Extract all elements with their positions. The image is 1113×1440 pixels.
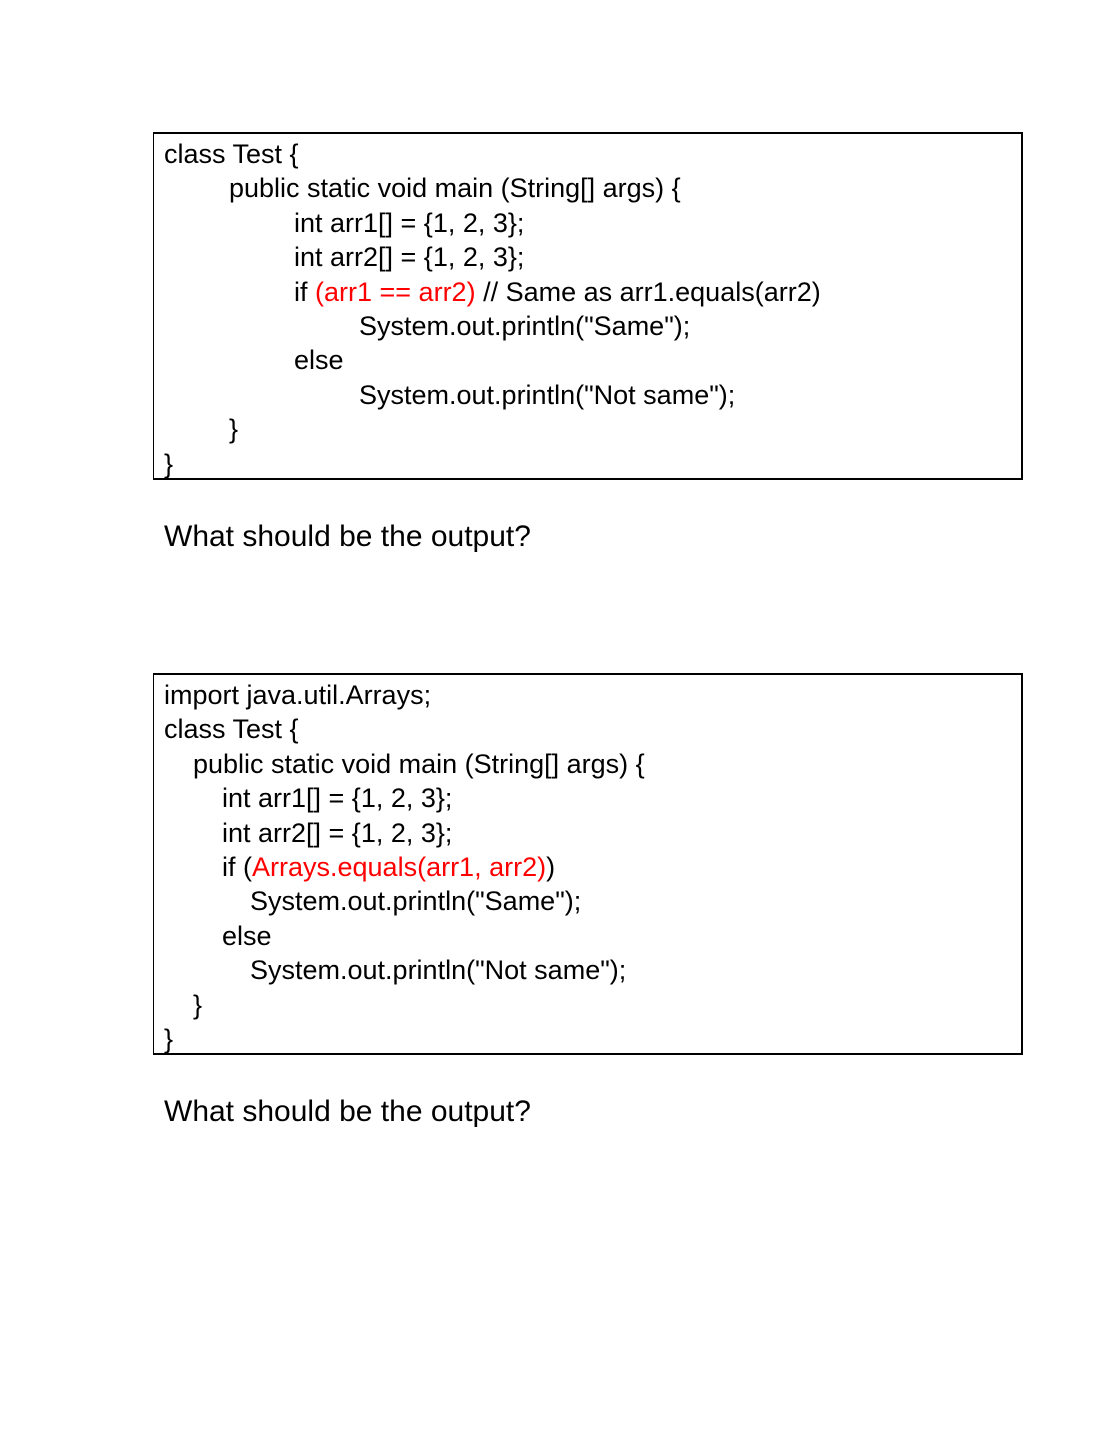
code-line: int arr1[] = {1, 2, 3}; (222, 783, 453, 814)
code-line: public static void main (String[] args) { (229, 173, 681, 204)
question-text: What should be the output? (164, 520, 531, 553)
code-line: System.out.println("Not same"); (250, 955, 627, 986)
code-text: ) (546, 851, 556, 882)
code-line: public static void main (String[] args) { (193, 748, 645, 779)
code-line: } (164, 1023, 174, 1054)
code-line: } (193, 989, 203, 1020)
code-text: if ( (222, 851, 252, 882)
code-line: int arr1[] = {1, 2, 3}; (294, 207, 525, 238)
code-line: System.out.println("Same"); (359, 310, 691, 341)
code-line-if (154, 850, 1021, 884)
code-line: } (229, 414, 239, 445)
code-line: System.out.println("Same"); (250, 886, 582, 917)
highlighted-code: Arrays.equals(arr1, arr2) (252, 851, 547, 882)
code-line: } (164, 448, 174, 479)
code-line: class Test { (164, 139, 299, 169)
highlighted-code: (arr1 == arr2) (315, 276, 476, 307)
code-line: class Test { (164, 714, 299, 745)
code-line: else (222, 920, 272, 951)
question-text: What should be the output? (164, 1095, 531, 1128)
code-line: else (294, 345, 344, 376)
code-text: if (294, 276, 316, 307)
code-line: System.out.println("Not same"); (359, 379, 736, 410)
code-line: int arr2[] = {1, 2, 3}; (294, 242, 525, 273)
code-line-if (154, 275, 1021, 309)
code-block-arrays-equals (153, 673, 1023, 1055)
code-block-reference-equality (153, 132, 1023, 480)
code-line: import java.util.Arrays; (164, 680, 432, 710)
code-line: int arr2[] = {1, 2, 3}; (222, 817, 453, 848)
code-comment: // Same as arr1.equals(arr2) (475, 276, 821, 307)
